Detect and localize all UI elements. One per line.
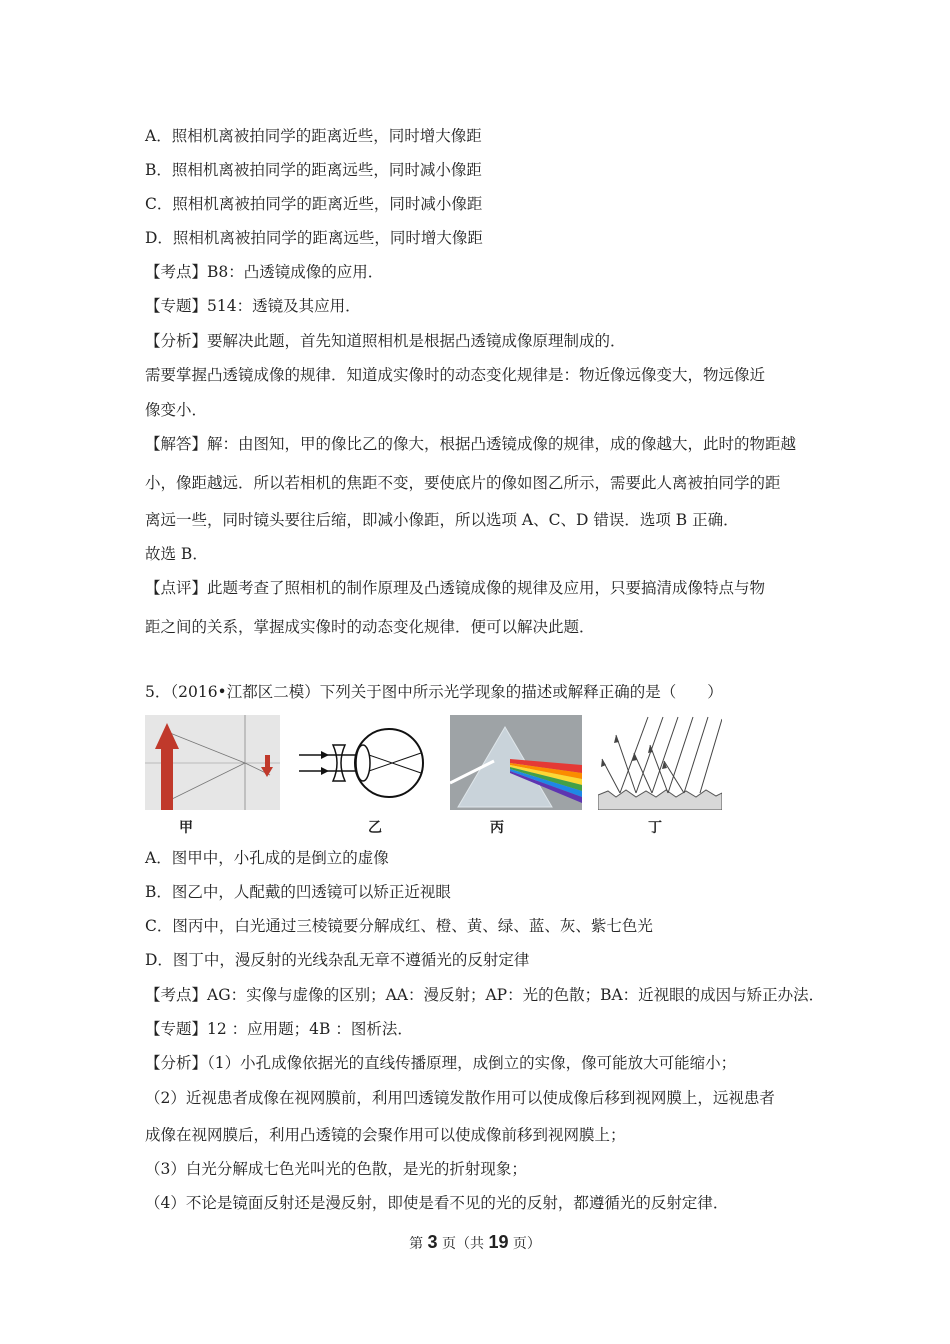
q5-fenxi-line-1: 【分析】（1）小孔成像依据光的直线传播原理，成倒立的实像，像可能放大可能缩小； (145, 1054, 737, 1072)
q5-fenxi-line-3: 成像在视网膜后，利用凸透镜的会聚作用可以使成像前移到视网膜上； (145, 1126, 626, 1144)
figure-label-bing: 丙 (490, 820, 504, 836)
q5-option-d: D．图丁中，漫反射的光线杂乱无章不遵循光的反射定律 (145, 951, 530, 969)
prev-dianping-line-1: 【点评】此题考查了照相机的制作原理及凸透镜成像的规律及应用，只要搞清成像特点与物 (145, 579, 766, 597)
q5-kaodian: 【考点】AG：实像与虚像的区别；AA：漫反射；AP：光的色散；BA：近视眼的成因与矫正办法． (145, 986, 825, 1004)
figure-label-yi: 乙 (368, 820, 382, 836)
figure-pinhole (145, 715, 280, 810)
figure-label-jia: 甲 (179, 820, 193, 836)
q5-option-a: A．图甲中，小孔成的是倒立的虚像 (145, 849, 389, 867)
q5-fenxi-line-4: （3）白光分解成七色光叫光的色散，是光的折射现象； (145, 1160, 527, 1178)
prev-option-d: D．照相机离被拍同学的距离远些，同时增大像距 (145, 229, 483, 247)
footer-suffix: 页） (508, 1236, 541, 1252)
footer-total-pages: 19 (488, 1232, 509, 1252)
prev-zhuanti: 【专题】514：透镜及其应用． (145, 297, 361, 315)
q5-zhuanti: 【专题】12 ：应用题；4B ：图析法． (145, 1020, 413, 1038)
figure-diffuse-reflection (598, 715, 722, 810)
q5-option-b: B．图乙中，人配戴的凹透镜可以矫正近视眼 (145, 883, 451, 901)
prev-jieda-line-3: 离远一些，同时镜头要往后缩，即减小像距，所以选项 A、C、D 错误．选项 B 正确． (145, 511, 739, 529)
prev-option-a: A．照相机离被拍同学的距离近些，同时增大像距 (145, 127, 482, 145)
prev-jieda-line-4: 故选 B． (145, 545, 208, 563)
q5-figures (145, 715, 725, 840)
prev-jieda-line-1: 【解答】解：由图知，甲的像比乙的像大，根据凸透镜成像的规律，成的像越大，此时的物距越 (145, 435, 797, 453)
q5-stem: 5．（2016•江都区二模）下列关于图中所示光学现象的描述或解释正确的是（ ） (145, 683, 723, 701)
prev-option-c: C．照相机离被拍同学的距离近些，同时减小像距 (145, 195, 483, 213)
q5-option-c: C．图丙中，白光通过三棱镜要分解成红、橙、黄、绿、蓝、灰、紫七色光 (145, 917, 653, 935)
prev-jieda-line-2: 小，像距越远．所以若相机的焦距不变，要使底片的像如图乙所示，需要此人离被拍同学的距 (145, 474, 781, 492)
footer-prefix: 第 (409, 1236, 428, 1252)
prev-fenxi-line-2: 需要掌握凸透镜成像的规律．知道成实像时的动态变化规律是：物近像远像变大，物远像近 (145, 366, 766, 384)
prev-option-b: B．照相机离被拍同学的距离远些，同时减小像距 (145, 161, 482, 179)
figure-label-ding: 丁 (648, 820, 662, 836)
prev-kaodian: 【考点】B8：凸透镜成像的应用． (145, 263, 384, 281)
q5-fenxi-line-2: （2）近视患者成像在视网膜前，利用凹透镜发散作用可以使成像后移到视网膜上，远视患者 (145, 1089, 775, 1107)
footer-middle: 页（共 (437, 1236, 489, 1252)
footer-page-number: 3 (427, 1232, 438, 1252)
prev-fenxi-line-1: 【分析】要解决此题，首先知道照相机是根据凸透镜成像原理制成的． (145, 332, 626, 350)
prev-fenxi-line-3: 像变小． (145, 401, 208, 419)
figure-eye-lens (297, 715, 425, 810)
page-footer (0, 1232, 950, 1253)
figure-prism (450, 715, 582, 810)
q5-fenxi-line-5: （4）不论是镜面反射还是漫反射，即使是看不见的光的反射，都遵循光的反射定律． (145, 1194, 729, 1212)
prev-dianping-line-2: 距之间的关系，掌握成实像时的动态变化规律．便可以解决此题． (145, 618, 595, 636)
